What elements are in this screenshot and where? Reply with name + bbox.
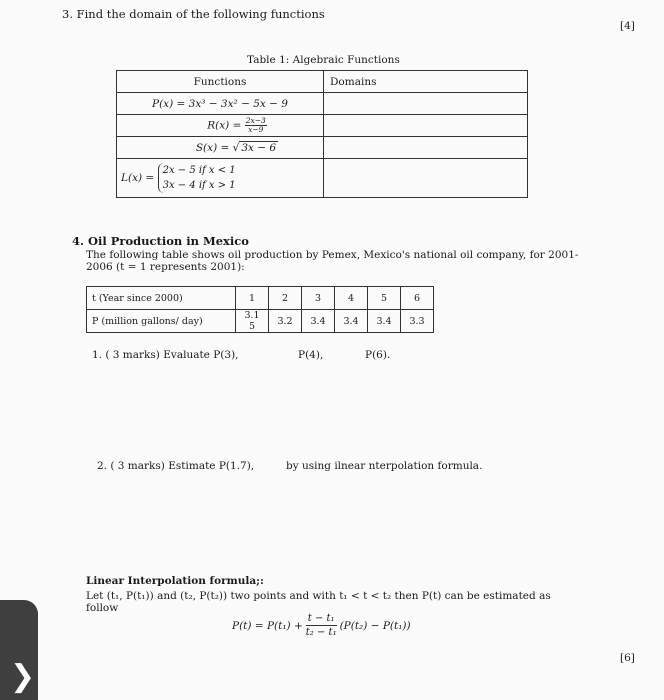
t-value: 4: [335, 287, 368, 310]
l-case-2: 3x − 4 if x > 1: [162, 180, 236, 191]
t-value: 5: [368, 287, 401, 310]
table1-header-row: [117, 71, 528, 93]
q4-title: 4. Oil Production in Mexico: [72, 234, 249, 248]
table-row: [117, 93, 528, 115]
formula-left: P(t) = P(t₁) +: [232, 619, 303, 632]
oil-production-table: [86, 286, 434, 333]
function-l-cases: [158, 163, 236, 193]
q4-part2-method: by using ilnear nterpolation formula.: [286, 460, 483, 472]
table1-caption: Table 1: Algebraic Functions: [247, 54, 400, 66]
p-value: 3.1 5: [236, 310, 269, 333]
domain-cell-p[interactable]: [324, 93, 528, 115]
table-row: [117, 159, 528, 198]
p-value: 3.4: [302, 310, 335, 333]
q3-heading: [62, 7, 325, 21]
q4-marks: [6]: [620, 652, 635, 664]
function-s-label: S(x) =: [195, 141, 230, 154]
col-functions: Functions: [117, 71, 324, 93]
algebraic-functions-table: [116, 70, 528, 198]
t-value: 6: [401, 287, 434, 310]
formula-fraction: [306, 612, 337, 639]
t-value: 1: [236, 287, 269, 310]
t-value: 3: [302, 287, 335, 310]
interp-formula: [232, 612, 411, 639]
function-r: [117, 115, 324, 137]
q4-description: [86, 249, 606, 273]
t-row-label: t (Year since 2000): [87, 287, 236, 310]
p-value: 3.2: [269, 310, 302, 333]
domain-cell-l[interactable]: [324, 159, 528, 198]
table-row: [87, 287, 434, 310]
q4-part1-p6: P(6).: [365, 349, 391, 361]
col-domains: Domains: [324, 71, 528, 93]
function-l-label: L(x) =: [121, 172, 155, 184]
q3-text: Find the domain of the following functions: [76, 7, 325, 21]
l-case-1: 2x − 5 if x < 1: [162, 165, 236, 176]
interp-line1: Let (t₁, P(t₁)) and (t₂, P(t₂)) two points and with t₁ < t < t₂ then P(t) can be estimated as: [86, 590, 551, 602]
formula-denominator: t₂ − t₁: [305, 627, 337, 638]
r-numerator: 2x−3: [245, 116, 266, 125]
p-value: 3.4: [335, 310, 368, 333]
interp-title: Linear Interpolation formula;:: [86, 575, 264, 587]
domain-cell-r[interactable]: [324, 115, 528, 137]
q4-part1-p4: P(4),: [298, 349, 324, 361]
interp-text: [86, 590, 606, 614]
function-r-label: R(x) =: [207, 119, 242, 132]
q4-desc-line2: 2006 (t = 1 represents 2001):: [86, 261, 245, 273]
q4-part2: 2. ( 3 marks) Estimate P(1.7),: [97, 460, 255, 472]
q4-part1: [92, 349, 239, 361]
domain-cell-s[interactable]: [324, 137, 528, 159]
formula-numerator: t − t₁: [307, 613, 335, 624]
function-r-fraction: [245, 117, 267, 134]
function-p: P(x) = 3x³ − 3x² − 5x − 9: [117, 93, 324, 115]
p-value: 3.4: [368, 310, 401, 333]
formula-right: (P(t₂) − P(t₁)): [339, 619, 411, 632]
r-denominator: x−9: [248, 125, 264, 134]
table-row: [117, 137, 528, 159]
q4-desc-line1: The following table shows oil production by Pemex, Mexico's national oil company, for 2001-: [86, 249, 579, 261]
function-l: [117, 159, 324, 198]
function-s: S(x) = √ 3x − 6: [117, 137, 324, 159]
q3-marks: [4]: [620, 20, 635, 32]
table-row: [117, 115, 528, 137]
s-radicand: 3x − 6: [241, 141, 277, 154]
chevron-right-icon[interactable]: ❯: [10, 659, 36, 694]
q4-part1-text: 1. ( 3 marks) Evaluate P(3),: [92, 349, 239, 361]
table-row: [87, 310, 434, 333]
p-row-label: P (million gallons/ day): [87, 310, 236, 333]
p-value: 3.3: [401, 310, 434, 333]
interp-line2: follow: [86, 602, 119, 614]
t-value: 2: [269, 287, 302, 310]
q3-number: 3.: [62, 7, 73, 21]
